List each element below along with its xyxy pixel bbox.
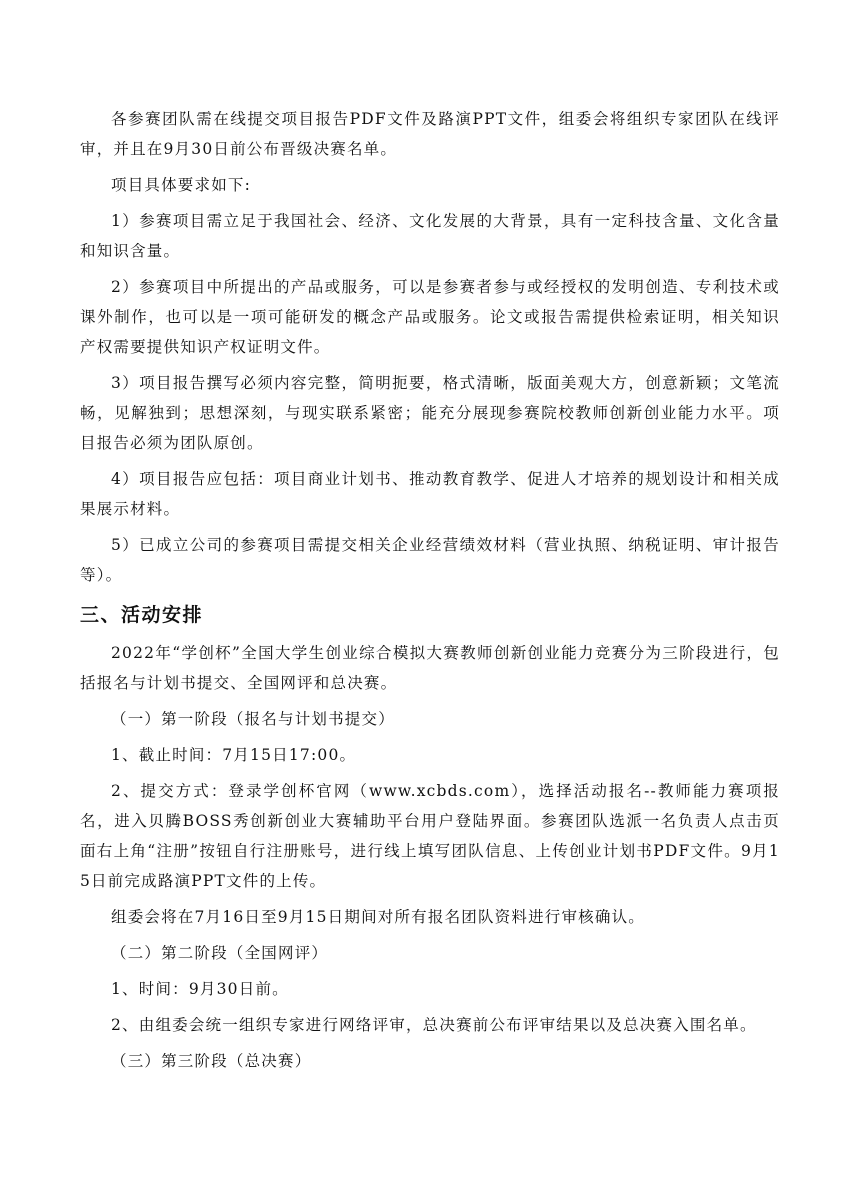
stage-2-time: 1、时间：9月30日前。 <box>111 980 289 998</box>
requirement-item-1: 1）参赛项目需立足于我国社会、经济、文化发展的大背景，具有一定科技含量、文化含量和知识含量。 <box>80 212 780 260</box>
stage-1-deadline: 1、截止时间：7月15日17:00。 <box>111 746 357 764</box>
document-body <box>80 104 780 1082</box>
stage-3-heading: （三）第三阶段（总决赛） <box>111 1052 312 1070</box>
paragraph-submission: 各参赛团队需在线提交项目报告PDF文件及路演PPT文件，组委会将组织专家团队在线评审，并且在9月30日前公布晋级决赛名单。 <box>80 110 780 158</box>
stage-1-heading: （一）第一阶段（报名与计划书提交） <box>111 710 395 728</box>
section-heading: 三、活动安排 <box>80 604 204 626</box>
paragraph-schedule-intro: 2022年“学创杯”全国大学生创业综合模拟大赛教师创新创业能力竞赛分为三阶段进行，包括报名与计划书提交、全国网评和总决赛。 <box>80 644 780 692</box>
paragraph-requirements-intro: 项目具体要求如下: <box>111 176 252 194</box>
requirement-item-2: 2）参赛项目中所提出的产品或服务，可以是参赛者参与或经授权的发明创造、专利技术或课外制作，也可以是一项可能研发的概念产品或服务。论文或报告需提供检索证明，相关知识产权需要提供知识产权证明文件。 <box>80 278 780 356</box>
requirement-item-3: 3）项目报告撰写必须内容完整，简明扼要，格式清晰，版面美观大方，创意新颖；文笔流畅，见解独到；思想深刻，与现实联系紧密；能充分展现参赛院校教师创新创业能力水平。项目报告必须为团队原创。 <box>80 374 780 452</box>
stage-2-heading: （二）第二阶段（全国网评） <box>111 944 329 962</box>
requirement-item-5: 5）已成立公司的参赛项目需提交相关企业经营绩效材料（营业执照、纳税证明、审计报告等）。 <box>80 536 780 584</box>
requirement-item-4: 4）项目报告应包括：项目商业计划书、推动教育教学、促进人才培养的规划设计和相关成果展示材料。 <box>80 470 780 518</box>
stage-1-submission-method: 2、提交方式：登录学创杯官网（www.xcbds.com），选择活动报名--教师能力赛项报名，进入贝腾BOSS秀创新创业大赛辅助平台用户登陆界面。参赛团队选派一名负责人点击页面右上角“注册”按钮自行注册账号，进行线上填写团队信息、上传创业计划书PDF文件。9月15日前完成路演PPT文件的上传。 <box>80 782 780 890</box>
stage-1-review: 组委会将在7月16日至9月15日期间对所有报名团队资料进行审核确认。 <box>111 908 645 926</box>
stage-2-review: 2、由组委会统一组织专家进行网络评审，总决赛前公布评审结果以及总决赛入围名单。 <box>111 1016 757 1034</box>
